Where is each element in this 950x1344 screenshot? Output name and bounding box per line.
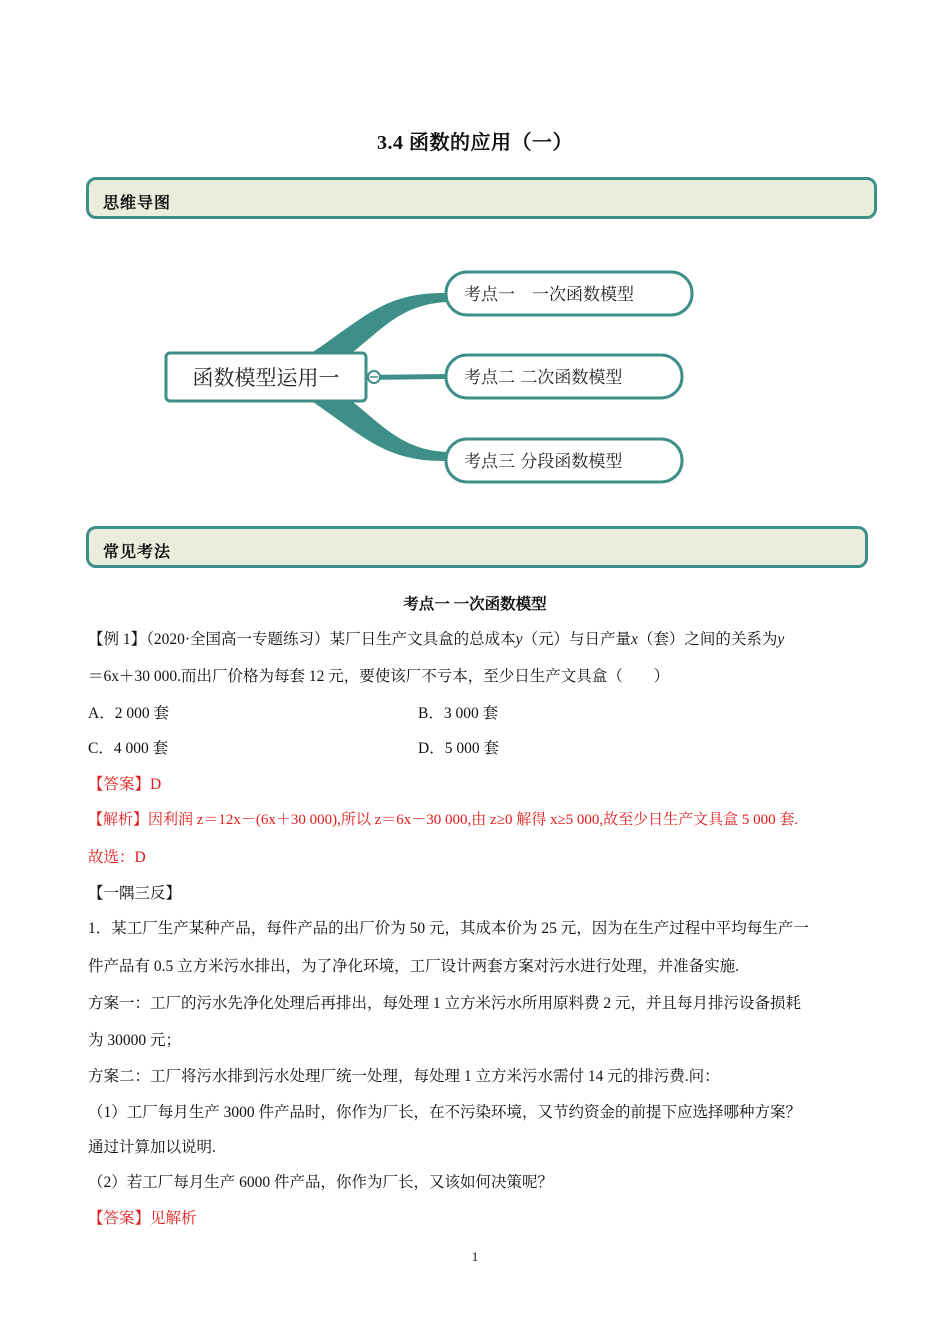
mind-map-connector [310, 400, 447, 461]
section-label: 常见考法 [103, 542, 172, 561]
section-label: 思维导图 [103, 193, 172, 212]
mind-map-branch-1: 考点一 一次函数模型 [464, 285, 634, 305]
practice-header: 【一隅三反】 [88, 885, 182, 902]
section-header-mindmap [86, 177, 877, 219]
section-header-exam-methods [86, 526, 868, 568]
practice-line: 方案一：工厂的污水先净化处理后再排出，每处理 1 立方米污水所用原料费 2 元，并且每月排污设备损耗 [88, 995, 802, 1012]
mind-map-root: 函数模型运用一 [192, 366, 340, 390]
example-text: （套）之间的关系为 [637, 631, 778, 648]
var-x: x [630, 631, 638, 648]
practice-line: 为 30000 元； [88, 1032, 182, 1049]
example-question-line-1 [88, 627, 784, 649]
example-text: 某厂日生产文具盒的总成本 [329, 631, 516, 648]
option-d: D．5 000 套 [418, 740, 499, 757]
practice-line: 件产品有 0.5 立方米污水排出，为了净化环境，工厂设计两套方案对污水进行处理，并准备实施. [88, 958, 740, 975]
practice-line: 1．某工厂生产某种产品，每件产品的出厂价为 50 元，其成本价为 25 元，因为在生产过程中平均每生产一 [88, 920, 809, 937]
option-c: C．4 000 套 [88, 740, 169, 757]
mind-map-branch-2: 考点二 二次函数模型 [464, 368, 623, 388]
example-question-line-2: ＝6x＋30 000.而出厂价格为每套 12 元，要使该厂不亏本，至少日生产文具盒（ ） [88, 668, 670, 685]
mind-map-connector [310, 293, 447, 354]
practice-line: 方案二：工厂将污水排到污水处理厂统一处理，每处理 1 立方米污水需付 14 元的排污费.问： [88, 1068, 720, 1085]
var-y: y [515, 631, 523, 648]
var-y: y [777, 631, 785, 648]
example-text: （元）与日产量 [522, 631, 631, 648]
option-a: A．2 000 套 [88, 705, 169, 722]
example-source: （2020·全国高一专题练习） [146, 631, 330, 648]
example-tag: 【例 1】 [88, 631, 147, 648]
practice-answer: 【答案】见解析 [88, 1210, 197, 1227]
page-title: 3.4 函数的应用（一） [377, 132, 573, 154]
practice-line: 通过计算加以说明. [88, 1139, 216, 1156]
example-answer: 【答案】D [88, 776, 162, 793]
example-analysis: 【解析】因利润 z＝12x－(6x＋30 000),所以 z＝6x－30 000,由 z≥0 解得 x≥5 000,故至少日生产文具盒 5 000 套. [88, 812, 799, 828]
practice-line: （1）工厂每月生产 3000 件产品时，你作为厂长，在不污染环境，又节约资金的前提下应选择哪种方案？ [88, 1104, 802, 1121]
subsection-title: 考点一 一次函数模型 [403, 596, 547, 613]
page-number: 1 [471, 1249, 479, 1264]
mind-map-branch-3: 考点三 分段函数模型 [464, 452, 623, 472]
example-conclusion: 故选：D [88, 849, 146, 866]
option-b: B．3 000 套 [418, 705, 499, 722]
practice-line: （2）若工厂每月生产 6000 件产品，你作为厂长，又该如何决策呢？ [88, 1174, 554, 1191]
mind-map [160, 262, 720, 492]
